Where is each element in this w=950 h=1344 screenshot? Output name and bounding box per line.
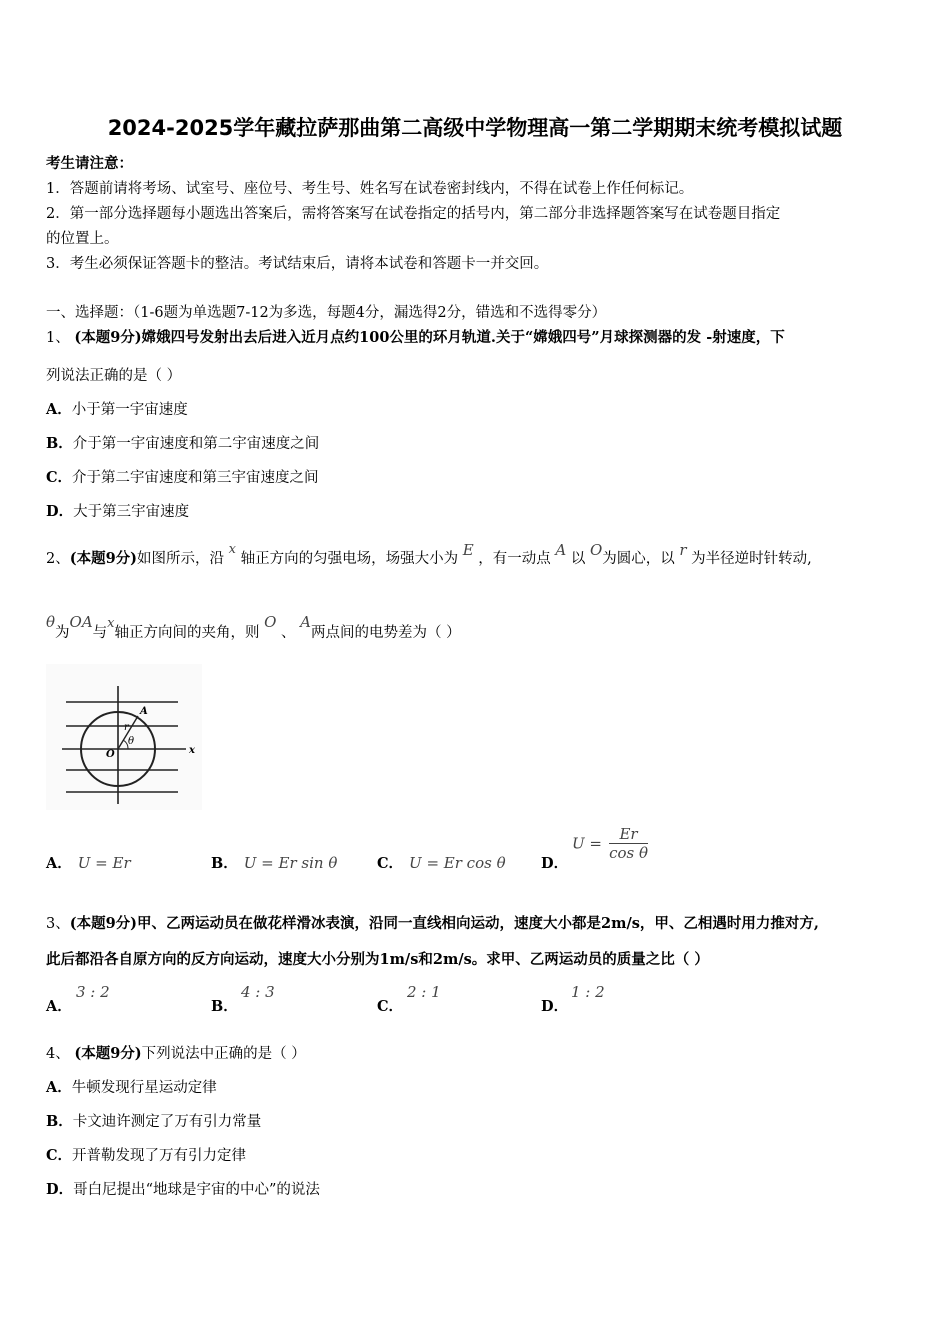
question-1-line2: 列说法正确的是（ ） <box>46 368 182 384</box>
question-1-line1 <box>46 326 785 347</box>
notice-item: 3．考生必须保证答题卡的整洁。考试结束后，请将本试卷和答题卡一并交回。 <box>46 256 549 272</box>
notice-item: 2．第一部分选择题每小题选出答案后，需将答案写在试卷指定的括号内，第二部分非选择题答案写在试卷题目指定 <box>46 206 781 222</box>
math-O: O <box>264 613 277 631</box>
option-c: C．介于第二宇宙速度和第三宇宙速度之间 <box>46 469 319 486</box>
math-theta: θ <box>46 613 56 631</box>
math-x: x <box>107 616 115 631</box>
notice-item: 1．答题前请将考场、试室号、座位号、考生号、姓名写在试卷密封线内，不得在试卷上作任何标记。 <box>46 181 694 197</box>
question-3-line2: 此后都沿各自原方向的反方向运动，速度大小分别为1m/s和2m/s。求甲、乙两运动员的质量之比（ ） <box>46 951 709 968</box>
label-r: r <box>124 722 129 733</box>
math-r: r <box>679 541 687 559</box>
math-OA: OA <box>69 613 93 631</box>
ratio-b: 4 : 3 <box>241 983 275 1001</box>
question-number: 1、 <box>46 330 70 346</box>
math-A: A <box>555 541 567 559</box>
question-3-line1: 3、(本题9分)甲、乙两运动员在做花样滑冰表演，沿同一直线相向运动，速度大小都是2m/s，甲、乙相遇时用力推对方, <box>46 915 819 932</box>
ratio-a: 3 : 2 <box>76 983 110 1001</box>
option-c: C．开普勒发现了万有引力定律 <box>46 1147 247 1164</box>
question-4-line1: 4、 (本题9分)下列说法中正确的是（ ） <box>46 1045 306 1062</box>
math-O: O <box>589 541 603 559</box>
option-a: A．牛顿发现行星运动定律 <box>46 1079 217 1096</box>
page-title: 2024-2025学年藏拉萨那曲第二高级中学物理高一第二学期期末统考模拟试题 <box>107 116 843 140</box>
label-x: x <box>189 745 195 756</box>
option-d: D．大于第三宇宙速度 <box>46 503 190 520</box>
option-c: C． U = Er cos θ <box>377 854 506 872</box>
notice-item: 的位置上。 <box>46 231 119 247</box>
label-theta: θ <box>128 736 135 747</box>
option-d-label: D． <box>541 855 569 872</box>
electric-field-figure <box>46 664 202 810</box>
option-d: D． <box>541 998 569 1015</box>
option-a: A． <box>46 998 72 1015</box>
math-E: E <box>462 541 474 559</box>
option-b: B．卡文迪许测定了万有引力常量 <box>46 1113 262 1130</box>
option-d: D．哥白尼提出“地球是宇宙的中心”的说法 <box>46 1181 320 1198</box>
option-a: A．小于第一宇宙速度 <box>46 401 188 418</box>
label-O: O <box>106 749 115 760</box>
option-c: C． <box>377 998 404 1015</box>
field-diagram <box>46 664 202 810</box>
option-b: B．介于第一宇宙速度和第二宇宙速度之间 <box>46 435 320 452</box>
option-b: B． U = Er sin θ <box>211 854 338 872</box>
question-2-line2: θ为OA与x轴正方向间的夹角，则 O 、 A两点间的电势差为（ ） <box>46 613 461 641</box>
option-d-formula: U = $\frac{Er}{\text{cos θ}}$ <box>572 825 649 862</box>
question-score: (本题9分) <box>74 329 142 346</box>
section-heading: 一、选择题：（1-6题为单选题7-12为多选，每题4分，漏选得2分，错选和不选得零分） <box>46 305 607 321</box>
math-x: x <box>228 542 236 557</box>
question-2-line1: 2、(本题9分)如图所示，沿 x 轴正方向的匀强电场，场强大小为 E ，有一动点 A 以 O为圆心，以 r 为半径逆时针转动, <box>46 541 812 567</box>
question-stem: 嫦娥四号发射出去后进入近月点约100公里的环月轨道.关于“嫦娥四号”月球探测器的发 -射速度，下 <box>141 329 785 346</box>
option-b: B． <box>211 998 238 1015</box>
ratio-d: 1 : 2 <box>571 983 605 1001</box>
label-A: A <box>140 706 148 717</box>
ratio-c: 2 : 1 <box>407 983 441 1001</box>
math-A: A <box>300 613 311 631</box>
notice-heading: 考生请注意： <box>46 155 133 172</box>
option-a: A． U = Er <box>46 854 131 872</box>
